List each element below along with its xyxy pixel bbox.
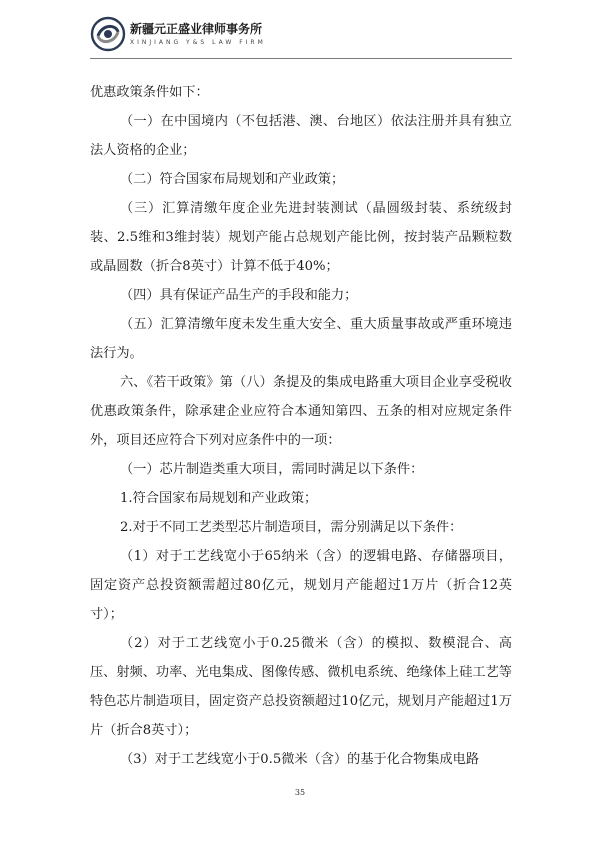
paragraph: （三）汇算清缴年度企业先进封装测试（晶圆级封装、系统级封装、2.5维和3维封装）规划产能占总规划产能比例，按封装产品颗粒数或晶圆数（折合8英寸）计算不低于40%； — [90, 201, 512, 274]
paragraph: （一）在中国境内（不包括港、澳、台地区）依法注册并具有独立法人资格的企业； — [90, 114, 512, 158]
paragraph: （2）对于工艺线宽小于0.25微米（含）的模拟、数模混合、高压、射频、功率、光电集成、图像传感、微机电系统、绝缘体上硅工艺等特色芯片制造项目，固定资产总投资额超过10亿元，规划月产能超过1万片（折合8英寸）； — [90, 636, 512, 738]
header-divider — [90, 58, 512, 59]
page-number: 35 — [294, 788, 306, 797]
paragraph: 1.符合国家布局规划和产业政策； — [120, 491, 318, 506]
paragraph: （二）符合国家布局规划和产业政策； — [120, 172, 345, 187]
paragraph: （五）汇算清缴年度未发生重大安全、重大质量事故或严重环境违法行为。 — [90, 317, 512, 361]
paragraph: 六、《若干政策》第（八）条提及的集成电路重大项目企业享受税收优惠政策条件，除承建企业应符合本通知第四、五条的相对应规定条件外，项目还应符合下列对应条件中的一项： — [90, 375, 512, 448]
paragraph: （一）芯片制造类重大项目，需同时满足以下条件： — [120, 462, 424, 477]
paragraph: （四）具有保证产品生产的手段和能力； — [120, 288, 358, 303]
paragraph: （1）对于工艺线宽小于65纳米（含）的逻辑电路、存储器项目，固定资产总投资额需超过80亿元，规划月产能超过1万片（折合12英寸）； — [90, 549, 512, 622]
law-firm-logo-icon — [90, 16, 126, 52]
firm-name-en: XINJIANG Y&S LAW FIRM — [130, 39, 266, 46]
paragraph: 优惠政策条件如下： — [90, 85, 209, 100]
letterhead — [90, 14, 520, 58]
paragraph: （3）对于工艺线宽小于0.5微米（含）的基于化合物集成电路 — [120, 752, 480, 767]
paragraph: 2.对于不同工艺类型芯片制造项目，需分别满足以下条件： — [120, 520, 463, 535]
firm-name-cn: 新疆元正盛业律师事务所 — [130, 22, 263, 36]
document-body — [90, 78, 512, 774]
